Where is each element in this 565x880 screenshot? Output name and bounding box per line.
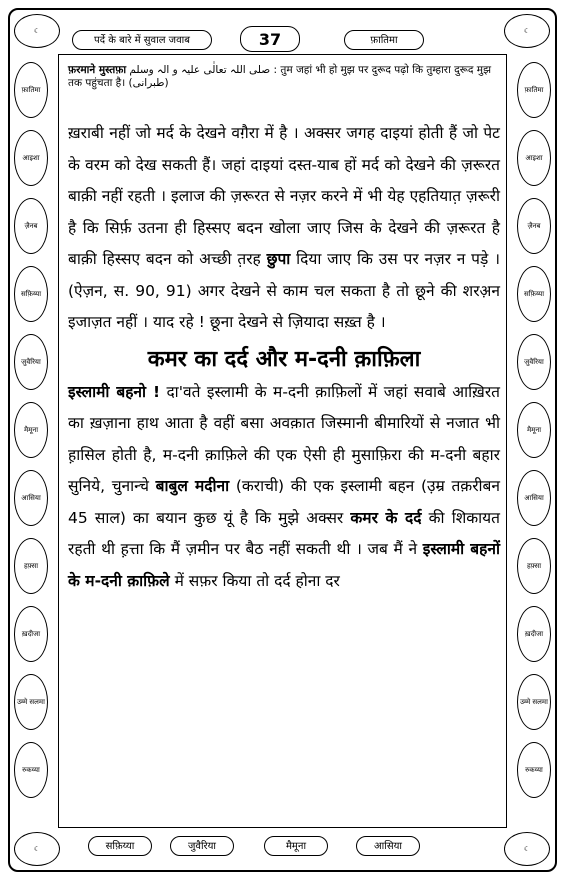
footer-label: सफ़िय्या xyxy=(88,836,152,856)
corner-emblem-top-left: ☾ xyxy=(14,14,60,48)
paragraph-text: (कराची) की एक इस्लामी बहन (उ़म्र तक़रीबन 45 साल) का बयान कुछ यूं है कि मुझे अक्सर xyxy=(68,477,500,527)
footer-label: आसिया xyxy=(356,836,420,856)
footer-label: जुवैरिया xyxy=(170,836,234,856)
header-title-left: पर्दे के बारे में सुवाल जवाब xyxy=(72,30,212,50)
bold-text: कमर के दर्द xyxy=(350,508,422,527)
corner-emblem-top-right: ☾ xyxy=(504,14,550,48)
bold-text: छुपा xyxy=(266,250,291,268)
paragraph-1 xyxy=(68,118,500,339)
side-label-left: ख़दीजा xyxy=(14,606,48,662)
page-number: 37 xyxy=(240,26,300,52)
side-label-right: मैमूना xyxy=(517,402,551,458)
side-label-left: रुकय्या xyxy=(14,742,48,798)
bold-text: इस्लामी बहनों के म-दनी क़ाफ़िले xyxy=(68,540,500,590)
farmaan-title: फ़रमाने मुस्तफ़ा xyxy=(68,64,127,76)
farmaan-header xyxy=(68,64,498,90)
bold-text: बाबुल मदीना xyxy=(155,477,230,495)
farmaan-arabic: صلی اللہ تعالٰی علیہ و الہ وسلم xyxy=(129,64,271,76)
side-label-left: हफ़्सा xyxy=(14,538,48,594)
side-label-left: आसिया xyxy=(14,470,48,526)
side-label-left: ज़ैनब xyxy=(14,198,48,254)
paragraph-text: में सफ़र किया तो दर्द होना दर xyxy=(174,571,340,590)
side-label-right: ख़दीजा xyxy=(517,606,551,662)
header-title-right: फ़ातिमा xyxy=(344,30,424,50)
paragraph-text: दिया जाए कि उस पर नज़र न पड़े । (ऐज़न, स. 90, 91) अगर देखने से काम चल सकता है तो छूने की शरअ़न इजाज़त नहीं । याद रहे ! छूना देखने से ज़ियादा सख़्त है । xyxy=(68,250,500,331)
corner-emblem-bottom-right: ☾ xyxy=(504,832,550,866)
farmaan-text: : तुम जहां भी हो मुझ पर दुरूद पढ़ो कि तुम्हारा दुरूद मुझ तक पहुंचता है। (طبرانی) xyxy=(68,64,492,89)
side-label-left: फ़ातिमा xyxy=(14,62,48,118)
side-label-right: जुवैरिया xyxy=(517,334,551,390)
side-label-left: उम्मे सलमा xyxy=(14,674,48,730)
side-label-right: सफ़िय्या xyxy=(517,266,551,322)
side-label-right: ज़ैनब xyxy=(517,198,551,254)
side-label-right: आइशा xyxy=(517,130,551,186)
side-label-left: मैमूना xyxy=(14,402,48,458)
paragraph-2 xyxy=(68,377,500,598)
side-label-right: उम्मे सलमा xyxy=(517,674,551,730)
side-label-right: रुकय्या xyxy=(517,742,551,798)
side-label-right: हफ़्सा xyxy=(517,538,551,594)
paragraph-text: ख़राबी नहीं जो मर्द के देखने वग़ैरा में है । अक्सर जगह दाइयां होती हैं जो पेट के वरम को देख सकती हैं। जहां दाइयां दस्त-याब हों मर्द को देखने की ज़रूरत बाक़ी नहीं रहती । इलाज की ज़रूरत से नज़र करने में भी येह एहतियात़ ज़रूरी है कि सिर्फ़ उतना ही हिस्सए बदन खोला जाए जिस के देखने की ज़रूरत है बाक़ी हिस्सए बदन को अच्छी त़रह xyxy=(68,124,500,268)
bold-text: इस्लामी बहनो ! xyxy=(68,382,161,401)
footer-label: मैमूना xyxy=(264,836,328,856)
side-label-right: आसिया xyxy=(517,470,551,526)
corner-emblem-bottom-left: ☾ xyxy=(14,832,60,866)
section-heading: कमर का दर्द और म-दनी क़ाफ़िला xyxy=(147,346,421,372)
side-label-left: सफ़िय्या xyxy=(14,266,48,322)
side-label-right: फ़ातिमा xyxy=(517,62,551,118)
paragraph-text: की शिकायत रहती थी ह़त्ता कि मैं ज़मीन पर बैठ नहीं सकती थी । जब मैं ने xyxy=(68,508,500,558)
side-label-left: जुवैरिया xyxy=(14,334,48,390)
paragraph-text: दा'वते इस्लामी के म-दनी क़ाफ़िलों में जहां सवाबे आख़िरत का ख़ज़ाना हाथ आता है वहीं बसा अवक़ात जिस्मानी बीमारियों से नजात भी ह़ासिल होती है, म-दनी क़ाफ़िले की एक ऐसी ही मुसाफ़िरा की म-दनी बहार सुनिये, चुनान्चे xyxy=(68,382,500,495)
main-content xyxy=(68,118,500,597)
side-label-left: आइशा xyxy=(14,130,48,186)
